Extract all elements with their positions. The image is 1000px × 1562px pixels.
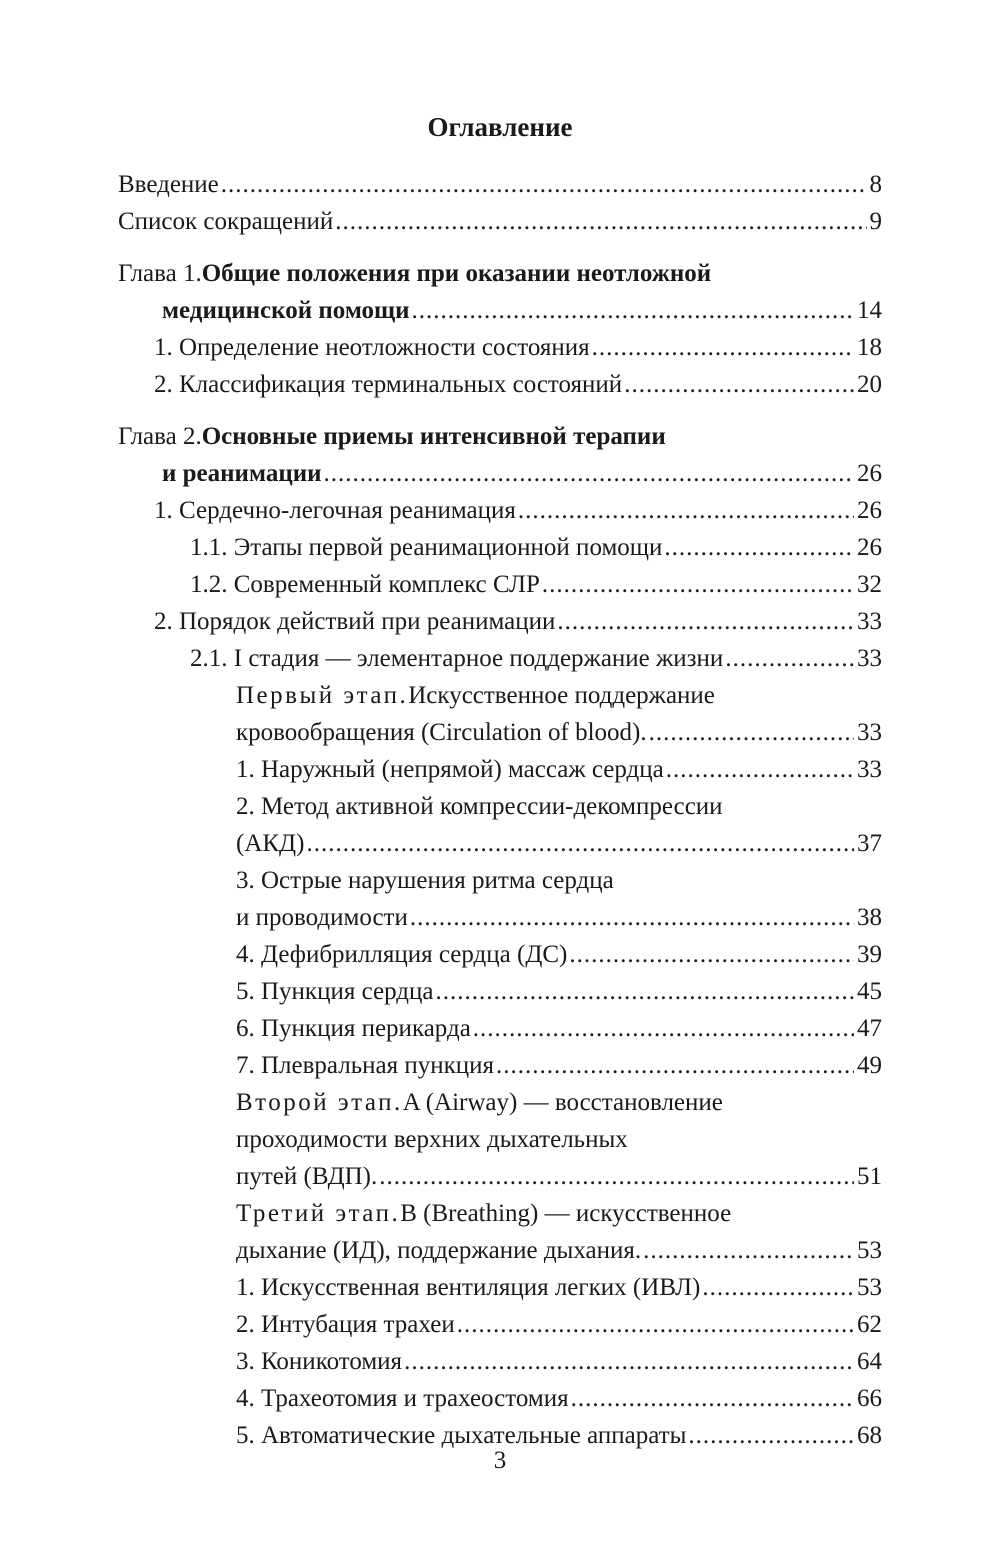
dot-leader	[379, 1158, 854, 1195]
page-ref: 18	[857, 334, 882, 361]
page-ref: 51	[857, 1163, 882, 1190]
page-ref: 68	[857, 1422, 882, 1449]
page-ref: 39	[857, 941, 882, 968]
page-ref: 33	[857, 756, 882, 783]
dot-leader	[496, 1047, 854, 1084]
dot-leader	[335, 203, 866, 240]
chapter-title: Основные приемы интенсивной терапии	[201, 423, 666, 450]
dot-leader	[666, 751, 854, 788]
chapter-prefix: Глава 2.	[118, 423, 202, 450]
page-ref: 38	[857, 904, 882, 931]
dot-leader	[324, 455, 854, 492]
toc-entry-stage-1-item-7[interactable]	[118, 1047, 882, 1084]
toc-entry-1-1[interactable]	[118, 329, 882, 366]
entry-title: 2. Метод активной компрессии-декомпрессии	[236, 793, 723, 820]
dot-leader	[518, 492, 854, 529]
stage-label: Второй этап.	[236, 1089, 403, 1116]
dot-leader	[412, 292, 854, 329]
page-ref: 8	[869, 171, 882, 198]
dot-leader	[592, 329, 854, 366]
page-ref: 53	[857, 1237, 882, 1264]
page-ref: 26	[857, 497, 882, 524]
chapter-title: Общие положения при оказании неотложной	[201, 260, 712, 287]
toc-entry-stage-3-item-1[interactable]	[118, 1269, 882, 1306]
toc-entry-2-1-1[interactable]	[118, 529, 882, 566]
dot-leader	[542, 566, 854, 603]
page-ref: 33	[857, 645, 882, 672]
entry-title: Список сокращений	[118, 208, 334, 235]
toc-entry-2-1[interactable]	[118, 492, 882, 529]
dot-leader	[404, 1343, 854, 1380]
dot-leader	[571, 1380, 854, 1417]
entry-title-cont: кровообращения (Circulation of blood).	[236, 719, 647, 746]
page-ref: 62	[857, 1311, 882, 1338]
entry-title: 2. Порядок действий при реанимации	[154, 608, 556, 635]
toc-entry-stage-3[interactable]	[118, 1195, 882, 1269]
dot-leader	[557, 603, 854, 640]
stage-label: Третий этап.	[236, 1200, 401, 1227]
page-ref: 45	[857, 978, 882, 1005]
chapter-prefix: Глава 1.	[118, 260, 202, 287]
toc-entry-stage-1-item-5[interactable]	[118, 973, 882, 1010]
dot-leader	[624, 366, 854, 403]
toc-entry-2-2[interactable]	[118, 603, 882, 640]
toc-entry-stage-3-item-4[interactable]	[118, 1380, 882, 1417]
dot-leader	[649, 714, 854, 751]
toc-entry-stage-1-item-3[interactable]	[118, 862, 882, 936]
entry-title: 3. Коникотомия	[236, 1348, 403, 1375]
dot-leader	[569, 936, 854, 973]
entry-title-cont: дыхание (ИД), поддержание дыхания.	[236, 1237, 642, 1264]
entry-title: 1. Искусственная вентиляция легких (ИВЛ)	[236, 1274, 701, 1301]
entry-title: 1. Сердечно-легочная реанимация	[154, 497, 516, 524]
page-ref: 47	[857, 1015, 882, 1042]
entry-title: 2. Интубация трахеи	[236, 1311, 455, 1338]
toc-entry-stage-1-item-6[interactable]	[118, 1010, 882, 1047]
dot-leader	[643, 1232, 854, 1269]
dot-leader	[435, 973, 854, 1010]
page-ref: 20	[857, 371, 882, 398]
entry-title: B (Breathing) — искусственное	[400, 1200, 732, 1227]
entry-title: 3. Острые нарушения ритма сердца	[236, 867, 614, 894]
page-ref: 32	[857, 571, 882, 598]
dot-leader	[473, 1010, 854, 1047]
table-of-contents	[118, 166, 882, 1454]
entry-title: 1. Наружный (непрямой) массаж сердца	[236, 756, 664, 783]
toc-entry-2-1-2[interactable]	[118, 566, 882, 603]
entry-title-cont: (АКД)	[236, 830, 305, 857]
entry-title: 5. Пункция сердца	[236, 978, 434, 1005]
entry-title: 4. Трахеотомия и трахеостомия	[236, 1385, 569, 1412]
page-ref: 9	[869, 208, 882, 235]
page-ref: 33	[857, 608, 882, 635]
entry-title-cont: проходимости верхних дыхательных	[236, 1126, 628, 1153]
dot-leader	[306, 825, 854, 862]
page-title: Оглавление	[427, 112, 573, 142]
toc-entry-stage-3-item-3[interactable]	[118, 1343, 882, 1380]
toc-entry-2-2-1[interactable]	[118, 640, 882, 677]
entry-title: 2. Классификация терминальных состояний	[154, 371, 623, 398]
page-ref: 49	[857, 1052, 882, 1079]
entry-title: 1.1. Этапы первой реанимационной помощи	[190, 534, 663, 561]
toc-entry-stage-1-item-2[interactable]	[118, 788, 882, 862]
dot-leader	[410, 899, 854, 936]
page-ref: 37	[857, 830, 882, 857]
page-ref: 26	[857, 534, 882, 561]
entry-title-cont: и проводимости	[236, 904, 408, 931]
toc-entry-abbreviations[interactable]	[118, 203, 882, 240]
page-ref: 64	[857, 1348, 882, 1375]
entry-title: Введение	[118, 171, 219, 198]
entry-title-cont: путей (ВДП).	[236, 1163, 378, 1190]
page-number: 3	[493, 1447, 507, 1474]
toc-entry-1-2[interactable]	[118, 366, 882, 403]
page-ref: 53	[857, 1274, 882, 1301]
entry-title: 5. Автоматические дыхательные аппараты	[236, 1422, 687, 1449]
chapter-title-cont: медицинской помощи	[162, 297, 410, 324]
page-ref: 14	[857, 297, 882, 324]
stage-label: Первый этап.	[236, 682, 409, 709]
entry-title: Искусственное поддержание	[408, 682, 715, 709]
entry-title: 7. Плевральная пункция	[236, 1052, 495, 1079]
entry-title: 4. Дефибрилляция сердца (ДС)	[236, 941, 568, 968]
toc-entry-intro[interactable]	[118, 166, 882, 203]
entry-title: 1.2. Современный комплекс СЛР	[190, 571, 540, 598]
entry-title: 6. Пункция перикарда	[236, 1015, 471, 1042]
entry-title: 1. Определение неотложности состояния	[154, 334, 590, 361]
entry-title: A (Airway) — восстановление	[402, 1089, 723, 1116]
chapter-title-cont: и реанимации	[162, 460, 322, 487]
entry-title: 2.1. I стадия — элементарное поддержание жизни	[190, 645, 724, 672]
toc-entry-chapter-2[interactable]	[118, 418, 882, 492]
toc-entry-stage-1[interactable]	[118, 677, 882, 751]
dot-leader	[725, 640, 854, 677]
toc-entry-stage-3-item-2[interactable]	[118, 1306, 882, 1343]
dot-leader	[664, 529, 854, 566]
toc-entry-stage-1-item-4[interactable]	[118, 936, 882, 973]
toc-entry-stage-1-item-1[interactable]	[118, 751, 882, 788]
page-ref: 26	[857, 460, 882, 487]
page-ref: 66	[857, 1385, 882, 1412]
toc-entry-stage-2[interactable]	[118, 1084, 882, 1195]
dot-leader	[457, 1306, 854, 1343]
dot-leader	[702, 1269, 854, 1306]
dot-leader	[221, 166, 867, 203]
page-ref: 33	[857, 719, 882, 746]
toc-entry-chapter-1[interactable]	[118, 255, 882, 329]
